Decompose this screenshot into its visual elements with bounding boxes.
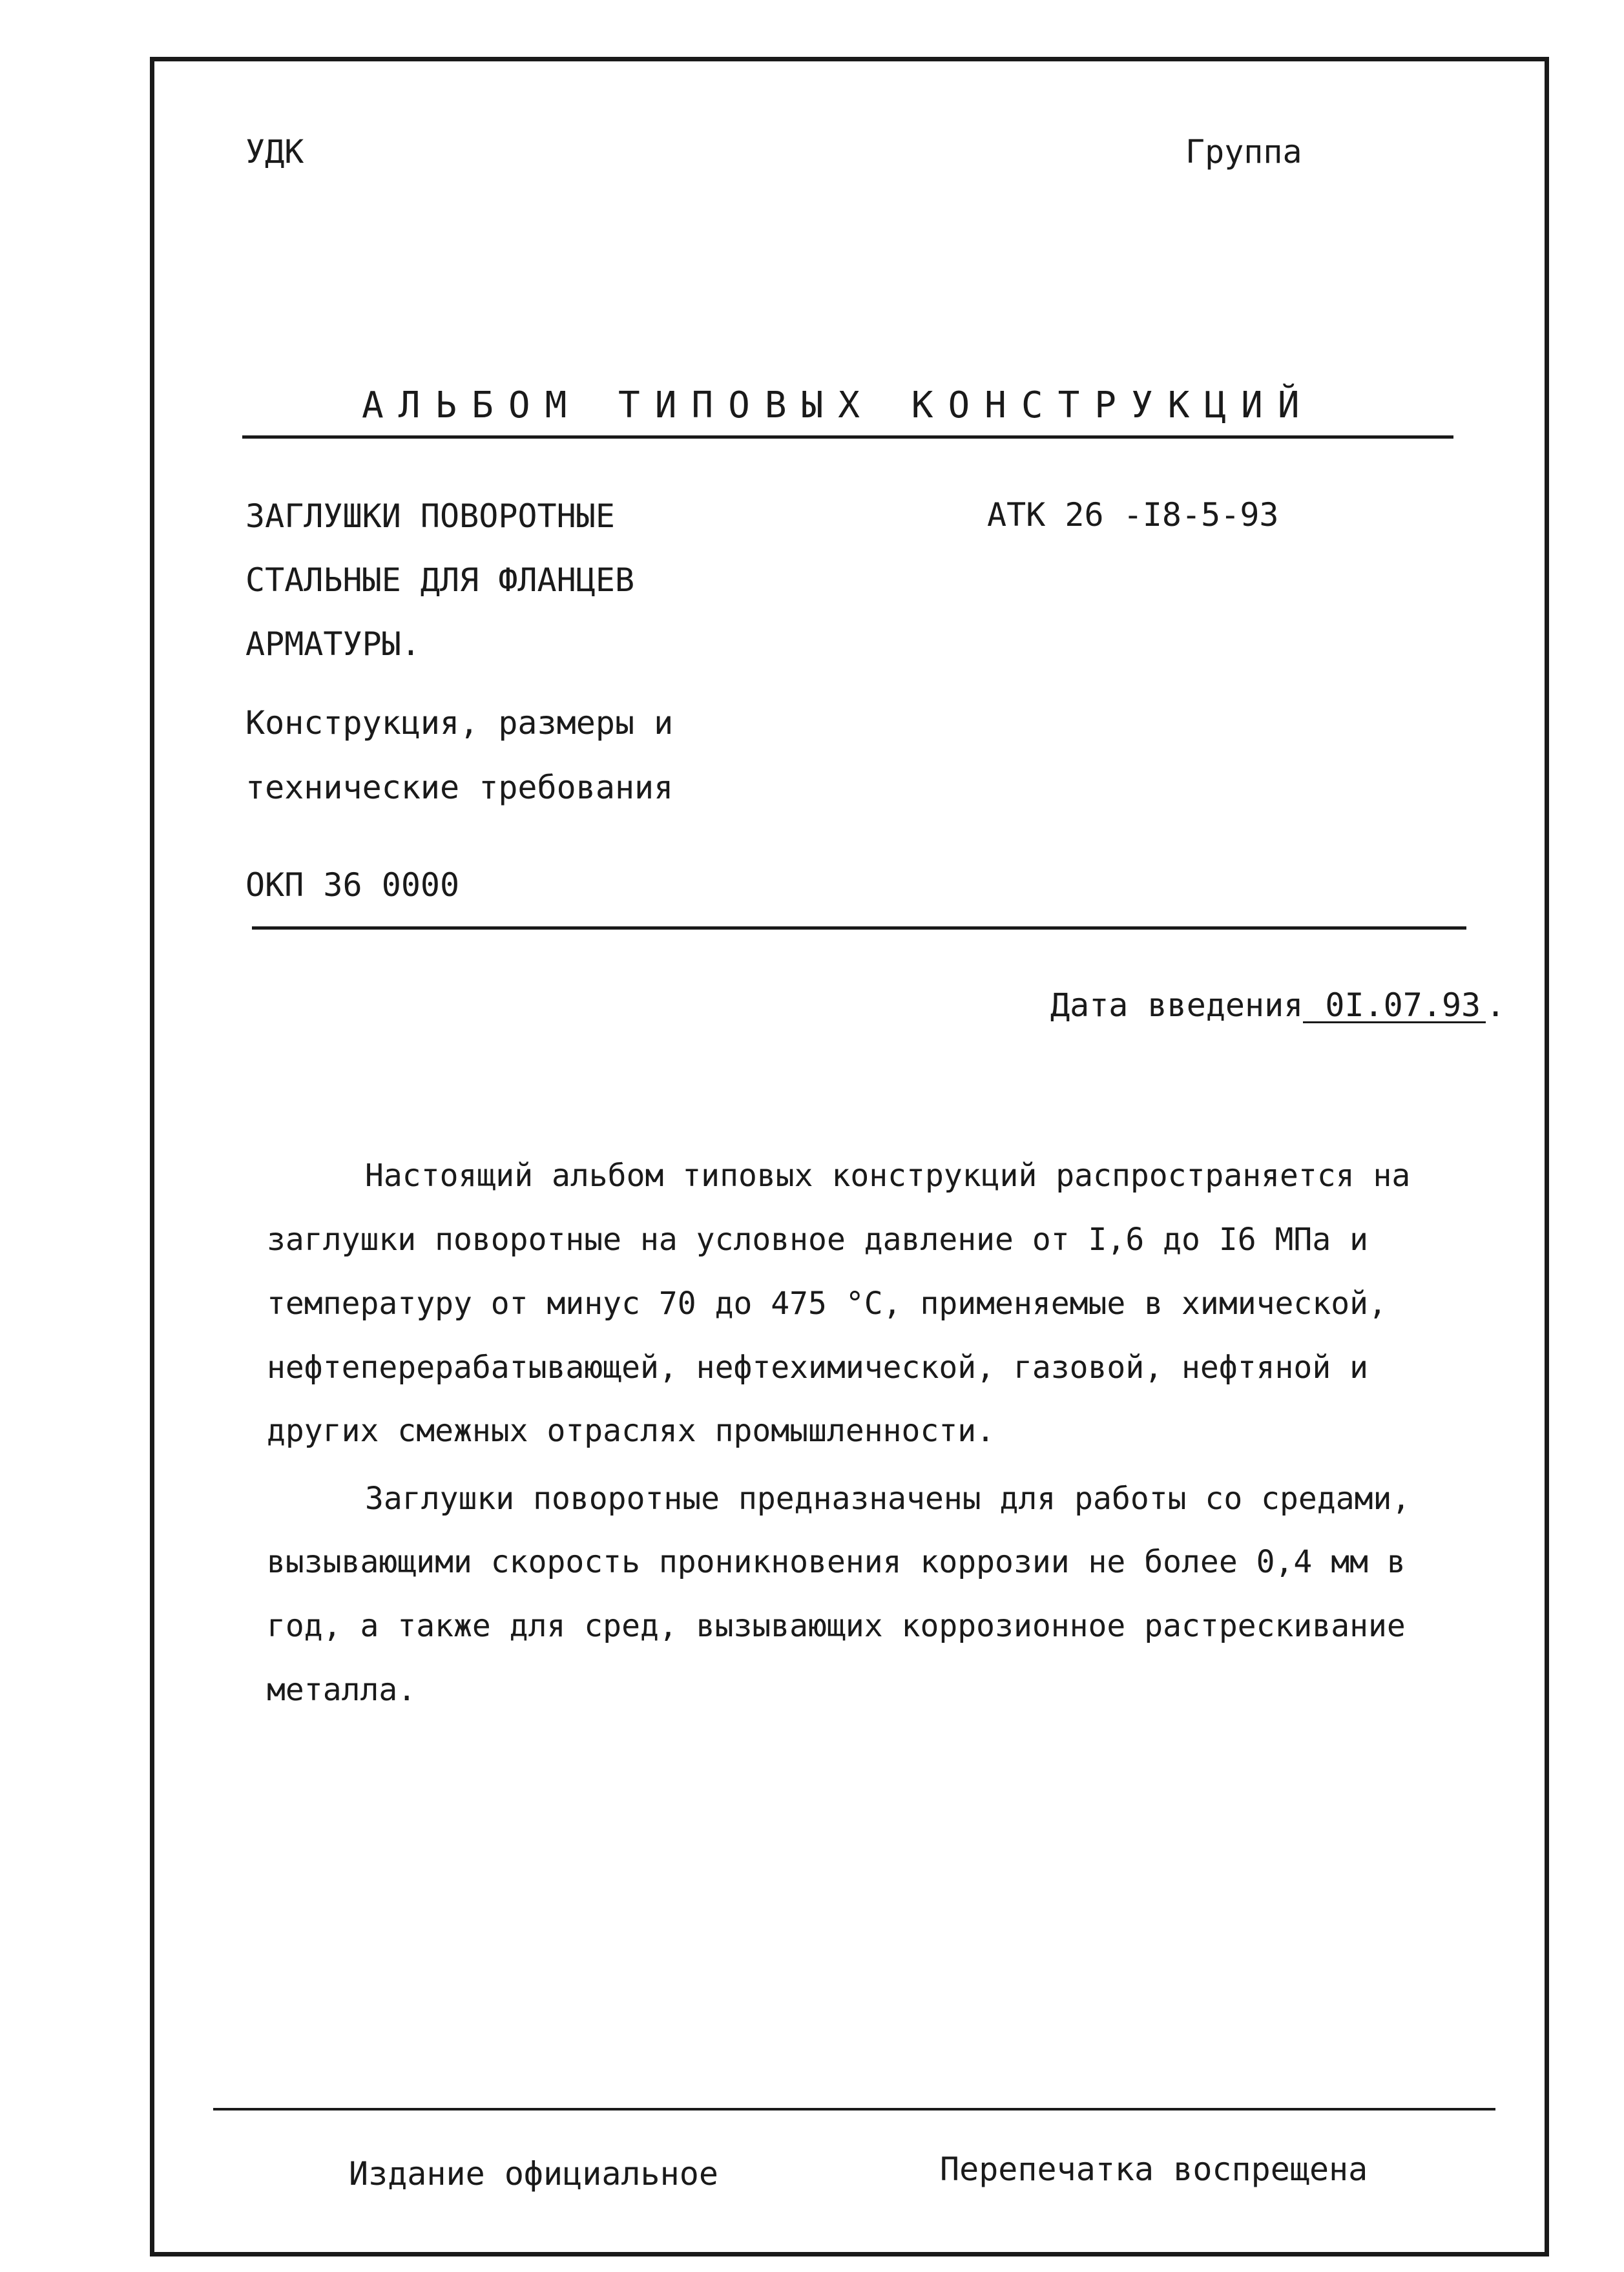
album-title: АЛЬБОМ ТИПОВЫХ КОНСТРУКЦИЙ — [362, 384, 1315, 426]
introduction-date-value: 0I.07.93 — [1303, 989, 1486, 1023]
body-text-line: заглушки поворотные на условное давление от I,6 до I6 МПа и — [267, 1222, 1369, 1258]
body-text-line: других смежных отраслях промышленности. — [267, 1413, 995, 1449]
group-label: Группа — [1185, 133, 1302, 171]
okp-code: ОКП 36 0000 — [245, 866, 460, 904]
title-rule — [242, 435, 1453, 439]
header-bottom-rule — [252, 926, 1466, 930]
udk-label: УДК — [245, 133, 304, 171]
body-text-line: Настоящий альбом типовых конструкций распространяется на — [365, 1158, 1411, 1194]
document-title-line: АРМАТУРЫ. — [245, 625, 421, 663]
body-text-line: температуру от минус 70 до 475 °С, применяемые в химической, — [267, 1286, 1387, 1322]
body-text-line: вызывающими скорость проникновения коррозии не более 0,4 мм в — [267, 1544, 1406, 1580]
footer-rule — [213, 2108, 1495, 2110]
document-subtitle-line: технические требования — [245, 769, 674, 806]
body-text-line: год, а также для сред, вызывающих коррозионное растрескивание — [267, 1608, 1406, 1644]
body-text-line: Заглушки поворотные предназначены для работы со средами, — [365, 1481, 1411, 1517]
document-code: АТК 26 -I8-5-93 — [987, 496, 1279, 534]
reprint-prohibited-label: Перепечатка воспрещена — [940, 2151, 1368, 2188]
introduction-date-label: Дата введения — [1050, 986, 1304, 1024]
body-text-line: нефтеперерабатывающей, нефтехимической, газовой, нефтяной и — [267, 1350, 1369, 1386]
introduction-date — [1050, 986, 1506, 1024]
document-subtitle-line: Конструкция, размеры и — [245, 704, 674, 742]
document-title-line: СТАЛЬНЫЕ ДЛЯ ФЛАНЦЕВ — [245, 561, 635, 599]
introduction-date-suffix: . — [1486, 986, 1506, 1024]
official-edition-label: Издание официальное — [349, 2155, 718, 2193]
document-title-line: ЗАГЛУШКИ ПОВОРОТНЫЕ — [245, 497, 615, 535]
body-text-line: металла. — [267, 1672, 417, 1708]
